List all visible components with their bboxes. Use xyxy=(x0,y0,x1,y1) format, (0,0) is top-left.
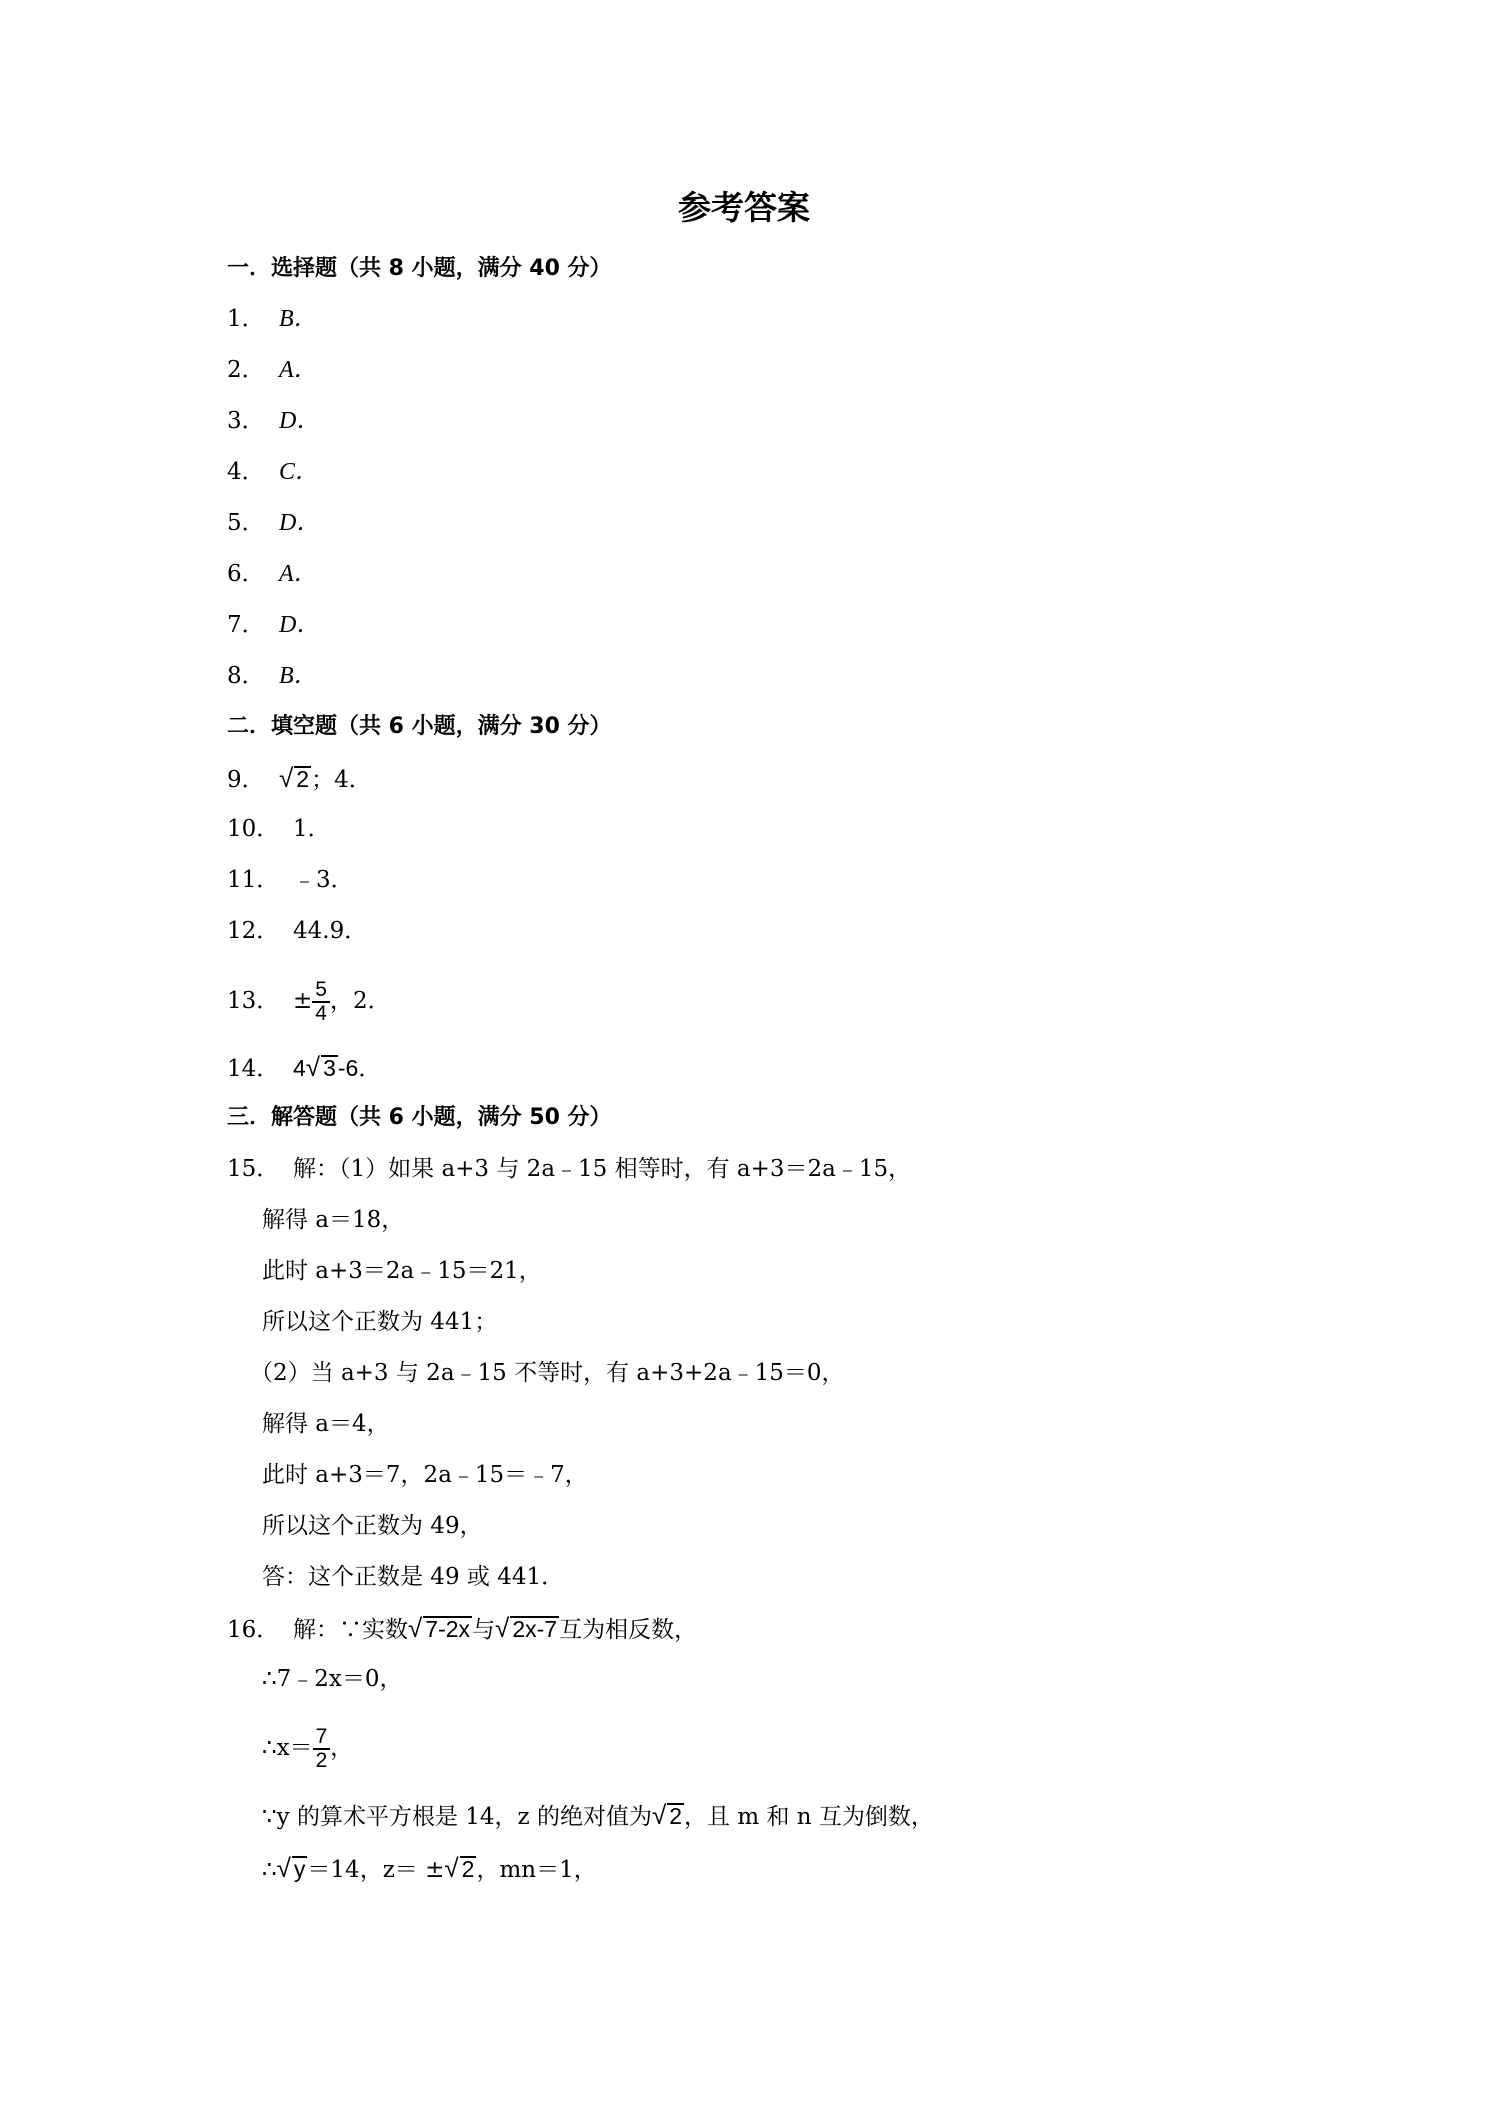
q15-line-6: 解得 a＝4， xyxy=(262,1411,390,1437)
q15-line-2: 解得 a＝18， xyxy=(262,1207,405,1233)
sqrt-expression: √ 2 xyxy=(444,1853,475,1883)
q16-line-5: ∴√ y＝14，z＝ ±√ 2，mn＝1， xyxy=(262,1853,597,1883)
choice-answer-4: 4． C． xyxy=(227,459,320,485)
choice-answer-7: 7． D． xyxy=(227,612,321,638)
choice-answer-5: 5． D． xyxy=(227,510,321,536)
sqrt-expression: √ 2 xyxy=(651,1800,683,1830)
sqrt-expression: √ 7-2x xyxy=(408,1613,471,1643)
q16-line-2: ∴7﹣2x＝0， xyxy=(262,1666,403,1692)
fraction: $\frac{7}{2}$ xyxy=(313,1726,331,1772)
choice-answer-8: 8． B． xyxy=(227,663,318,689)
sqrt-expression: √ 2x-7 xyxy=(495,1613,558,1643)
q15-line-7: 此时 a+3＝7，2a﹣15＝﹣7， xyxy=(262,1462,588,1488)
q15-line-4: 所以这个正数为 441； xyxy=(262,1309,498,1335)
fill-answer-11: 11． ﹣3． xyxy=(227,867,354,893)
q15-line-9: 答：这个正数是 49 或 441． xyxy=(262,1564,565,1590)
fill-answer-13: 13． ± $\frac{5}{4}$ ，2． xyxy=(227,978,391,1025)
fill-answer-14: 14． 4√ 3-6． xyxy=(227,1052,382,1082)
q16-line-4: ∵y 的算术平方根是 14，z 的绝对值为√ 2，且 m 和 n 互为倒数， xyxy=(262,1800,934,1830)
q15-line-1: 15． 解：（1）如果 a+3 与 2a﹣15 相等时，有 a+3＝2a﹣15， xyxy=(227,1156,912,1182)
q15-line-8: 所以这个正数为 49， xyxy=(262,1513,483,1539)
section-solve-heading: 三．解答题（共 6 小题，满分 50 分） xyxy=(227,1105,612,1130)
q15-line-5: （2）当 a+3 与 2a﹣15 不等时，有 a+3+2a﹣15＝0， xyxy=(250,1360,845,1386)
sqrt-expression: √ 2 xyxy=(279,763,310,793)
section-choice-heading: 一．选择题（共 8 小题，满分 40 分） xyxy=(227,256,612,281)
fill-answer-9: 9． √ 2；4． xyxy=(227,763,372,793)
sqrt-expression: 4√ 3-6 xyxy=(293,1052,359,1082)
choice-answer-6: 6． A． xyxy=(227,561,318,587)
choice-answer-2: 2． A． xyxy=(227,357,318,383)
choice-answer-1: 1． B． xyxy=(227,306,318,332)
q16-line-1: 16． 解：∵实数√ 7-2x与√ 2x-7互为相反数， xyxy=(227,1613,698,1643)
page-title: 参考答案 xyxy=(678,188,810,227)
fill-answer-10: 10． 1． xyxy=(227,816,331,842)
fill-answer-12: 12． 44.9． xyxy=(227,918,368,944)
section-fill-heading: 二．填空题（共 6 小题，满分 30 分） xyxy=(227,714,612,739)
q16-line-3: ∴x＝ $\frac{7}{2}$ ， xyxy=(262,1725,354,1772)
sqrt-expression: √ y xyxy=(276,1853,306,1883)
q15-line-3: 此时 a+3＝2a﹣15＝21， xyxy=(262,1258,542,1284)
choice-answer-3: 3． D． xyxy=(227,408,321,434)
fraction: $\frac{5}{4}$ xyxy=(312,979,330,1025)
